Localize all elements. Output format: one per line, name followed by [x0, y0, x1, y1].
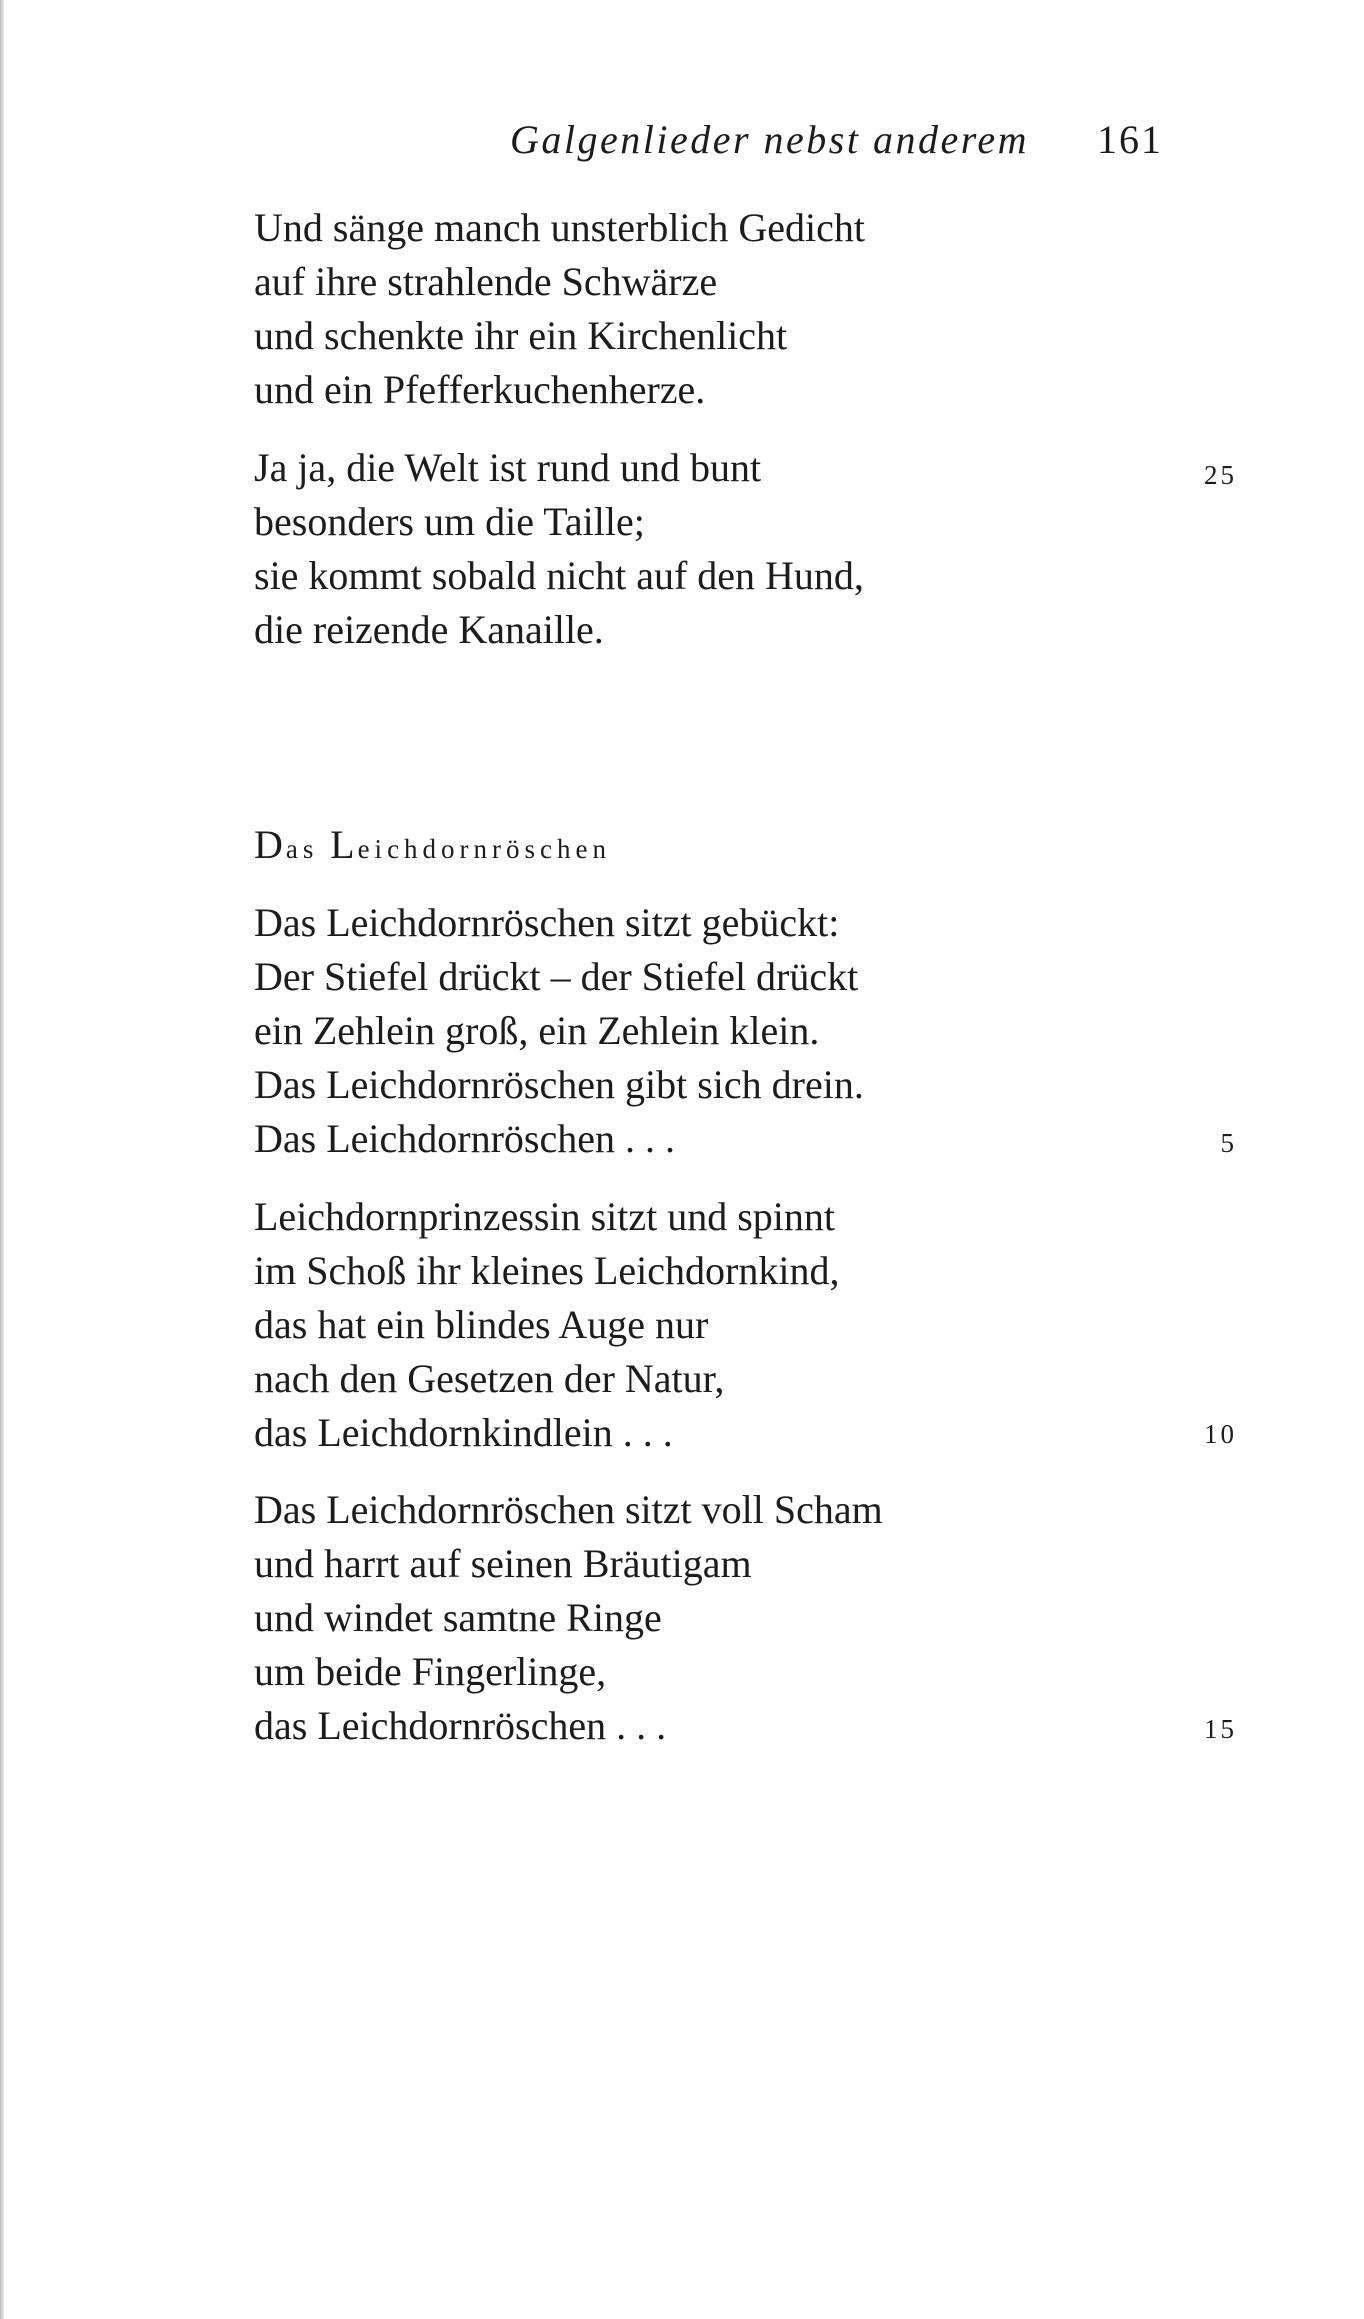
title-initial: D	[254, 822, 286, 867]
verse-line: im Schoß ihr kleines Leichdornkind,	[254, 1248, 840, 1293]
verse-line: das Leichdornröschen . . .	[254, 1703, 667, 1748]
stanza	[254, 1190, 839, 1460]
title-small-caps: eichdornröschen	[357, 834, 612, 864]
poem-title	[254, 818, 611, 876]
title-initial: L	[330, 822, 358, 867]
verse-line: Das Leichdornröschen sitzt gebückt:	[254, 900, 840, 945]
line-number: 25	[1204, 460, 1237, 490]
verse-line: besonders um die Taille;	[254, 499, 645, 544]
verse-line: Der Stiefel drückt – der Stiefel drückt	[254, 954, 859, 999]
verse-line: nach den Gesetzen der Natur,	[254, 1356, 725, 1401]
running-title: Galgenlieder nebst anderem	[510, 117, 1029, 162]
verse-line: und windet samtne Ringe	[254, 1595, 662, 1640]
stanza	[254, 1483, 883, 1753]
verse-line: das Leichdornkindlein . . .	[254, 1410, 673, 1455]
verse-line: Leichdornprinzessin sitzt und spinnt	[254, 1194, 836, 1239]
line-number: 15	[1204, 1714, 1237, 1744]
verse-line: und schenkte ihr ein Kirchenlicht	[254, 313, 788, 358]
stanza	[254, 896, 864, 1166]
stanza	[254, 441, 864, 657]
verse-line: Das Leichdornröschen . . .	[254, 1116, 675, 1161]
verse-line: Ja ja, die Welt ist rund und bunt	[254, 445, 762, 490]
verse-line: Das Leichdornröschen sitzt voll Scham	[254, 1487, 883, 1532]
page-number: 161	[1097, 117, 1163, 162]
verse-line: sie kommt sobald nicht auf den Hund,	[254, 553, 864, 598]
verse-line: Und sänge manch unsterblich Gedicht	[254, 205, 865, 250]
verse-line: ein Zehlein groß, ein Zehlein klein.	[254, 1008, 820, 1053]
page-binding-edge	[0, 0, 4, 2319]
verse-line: das hat ein blindes Auge nur	[254, 1302, 709, 1347]
line-number: 10	[1204, 1419, 1237, 1449]
verse-line: und harrt auf seinen Bräutigam	[254, 1541, 752, 1586]
stanza	[254, 201, 865, 417]
line-number: 5	[1220, 1128, 1237, 1158]
verse-line: Das Leichdornröschen gibt sich drein.	[254, 1062, 864, 1107]
verse-line: die reizende Kanaille.	[254, 607, 604, 652]
verse-line: auf ihre strahlende Schwärze	[254, 259, 718, 304]
verse-line: und ein Pfefferkuchenherze.	[254, 367, 706, 412]
verse-line: um beide Fingerlinge,	[254, 1649, 607, 1694]
title-small-caps: as	[285, 834, 331, 864]
